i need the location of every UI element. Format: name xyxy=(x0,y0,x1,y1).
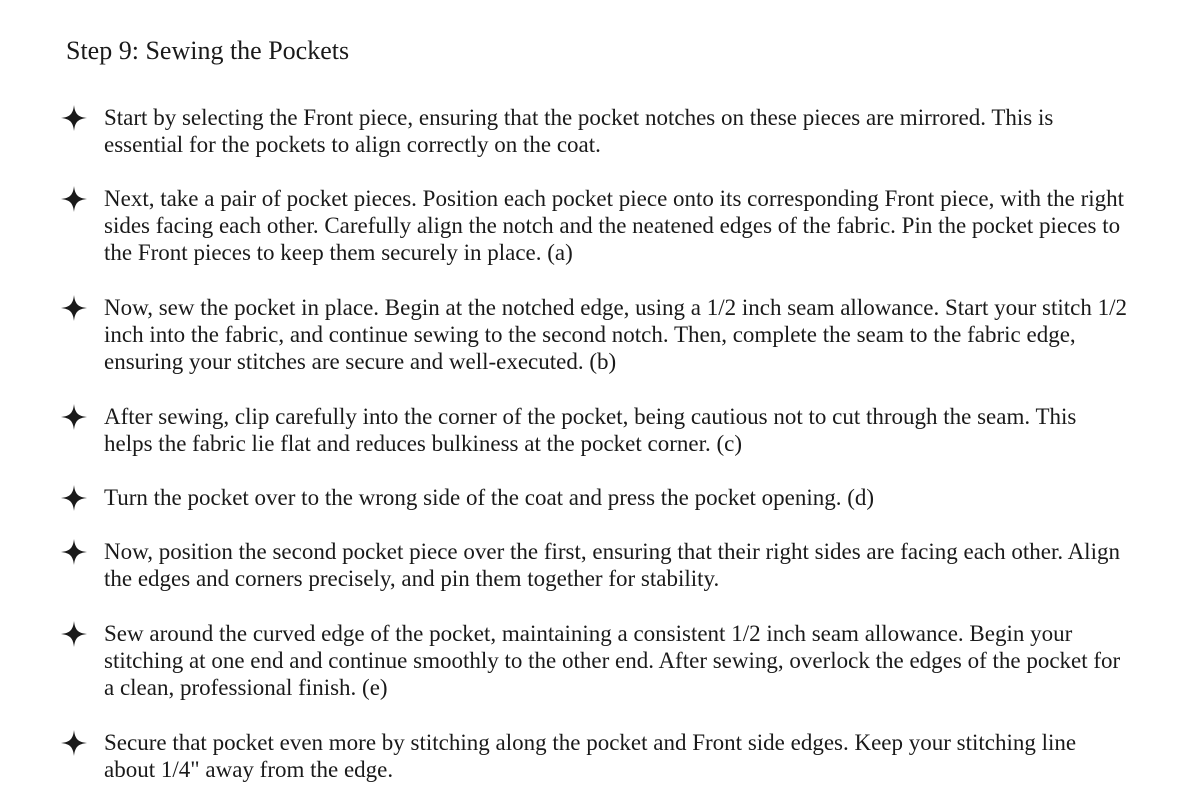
step-text: Now, sew the pocket in place. Begin at the notched edge, using a 1/2 inch seam allowance. Start your stitch 1/2 inch into the fabric, and continue sewing to the second notch. Then, complete the seam to the fabric edge, ensuring your stitches are secure and well-executed. (b) xyxy=(104,295,1128,374)
step-text: Secure that pocket even more by stitching along the pocket and Front side edges. Keep your stitching line about 1/4" away from the edge. xyxy=(104,730,1077,782)
step-text: Turn the pocket over to the wrong side of the coat and press the pocket opening. (d) xyxy=(104,485,875,510)
step-text: After sewing, clip carefully into the corner of the pocket, being cautious not to cut through the seam. This helps the fabric lie flat and reduces bulkiness at the pocket corner. (c) xyxy=(104,404,1077,456)
step-text: Next, take a pair of pocket pieces. Position each pocket piece onto its corresponding Front piece, with the right sides facing each other. Carefully align the notch and the neatened edges of the fabric. Pin the pocket pieces to the Front pieces to keep them securely in place. (a) xyxy=(104,186,1125,265)
step-text: Sew around the curved edge of the pocket, maintaining a consistent 1/2 inch seam allowance. Begin your stitching at one end and continue smoothly to the other end. After sewing, overlock the edges of the pocket for a clean, professional finish. (e) xyxy=(104,621,1121,700)
four-point-star-icon xyxy=(60,403,88,431)
step-text: Now, position the second pocket piece over the first, ensuring that their right sides are facing each other. Align the edges and corners precisely, and pin them together for stability. xyxy=(104,539,1120,591)
four-point-star-icon xyxy=(60,538,88,566)
step-text: Start by selecting the Front piece, ensuring that the pocket notches on these pieces are mirrored. This is essential for the pockets to align correctly on the coat. xyxy=(104,105,1054,157)
four-point-star-icon xyxy=(60,729,88,757)
four-point-star-icon xyxy=(60,484,88,512)
four-point-star-icon xyxy=(60,185,88,213)
four-point-star-icon xyxy=(60,104,88,132)
four-point-star-icon xyxy=(60,294,88,322)
page-title: Step 9: Sewing the Pockets xyxy=(66,36,350,65)
four-point-star-icon xyxy=(60,620,88,648)
